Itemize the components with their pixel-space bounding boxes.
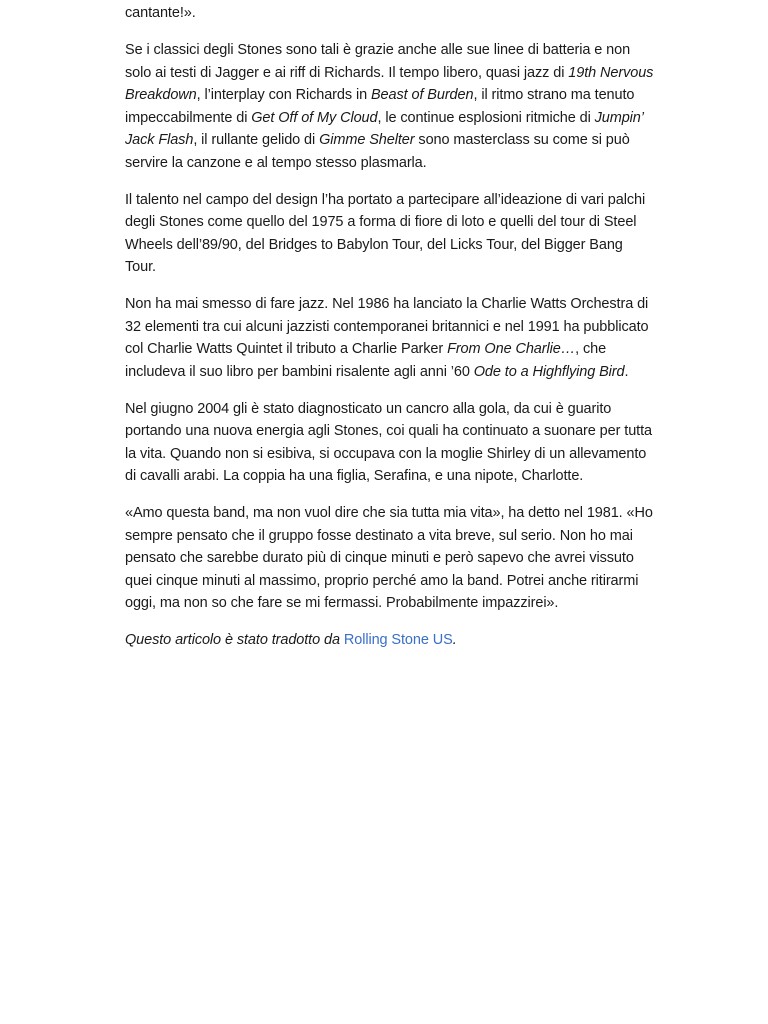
paragraph-jazz: [125, 293, 655, 383]
paragraph-quote-end: [125, 2, 655, 25]
paragraph-text: , che includeva il suo libro per bambini risalente agli anni ’60: [125, 341, 607, 380]
rolling-stone-us-link[interactable]: Rolling Stone US: [343, 632, 453, 648]
paragraph-illness: [125, 398, 655, 488]
paragraph-design: [125, 189, 655, 279]
paragraph-text: cantante!».: [125, 5, 196, 21]
paragraph-text: Nel giugno 2004 gli è stato diagnosticato un cancro alla gola, da cui è guarito portando una nuova energia agli Stones, coi quali ha continuato a suonare per tutta la vita. Quando non si esibiva, si occupava con la moglie Shirley di un allevamento di cavalli arabi. La coppia ha una figlia, Serafina, e una nipote, Charlotte.: [125, 400, 652, 484]
translation-credit: [125, 629, 655, 652]
paragraph-text: , il rullante gelido di: [193, 132, 320, 148]
paragraph-quote-1981: [125, 502, 655, 615]
paragraph-text: , le continue esplosioni ritmiche di: [377, 109, 595, 126]
song-title: Gimme Shelter: [319, 132, 415, 148]
paragraph-text: Il talento nel campo del design l’ha portato a partecipare all’ideazione di vari palchi degli Stones come quello del 1975 a forma di fiore di loto e quelli del tour di Steel Wheels dell’89/90, del Bridges to Babylon Tour, del Licks Tour, del Bigger Bang Tour.: [125, 191, 646, 275]
song-title: Beast of Burden: [370, 87, 474, 103]
song-title: Jumpin’ Jack Flash: [125, 109, 644, 148]
paragraph-text: , il ritmo strano ma tenuto impeccabilmente di: [125, 87, 635, 126]
paragraph-text: .: [624, 363, 629, 380]
album-title: From One Charlie…: [447, 341, 576, 357]
paragraph-text: , l’interplay con Richards in: [196, 87, 371, 103]
song-title: Get Off of My Cloud: [251, 109, 378, 126]
paragraph-drumming: [125, 39, 655, 174]
song-title: 19th Nervous Breakdown: [125, 64, 654, 103]
book-title: Ode to a Highflying Bird: [473, 363, 625, 380]
article-body: [125, 0, 655, 666]
paragraph-text: sono masterclass su come si può servire la canzone e al tempo stesso plasmarla.: [125, 132, 630, 171]
paragraph-text: Non ha mai smesso di fare jazz. Nel 1986 ha lanciato la Charlie Watts Orchestra di 32 elementi tra cui alcuni jazzisti contemporanei britannici e nel 1991 ha pubblicato col Charlie Watts Quintet il tributo a Charlie Parker: [125, 296, 649, 357]
credit-suffix: .: [452, 632, 457, 648]
paragraph-text: Se i classici degli Stones sono tali è grazie anche alle sue linee di batteria e non solo ai testi di Jagger e ai riff di Richards. Il tempo libero, quasi jazz di: [125, 42, 631, 81]
paragraph-text: «Amo questa band, ma non vuol dire che sia tutta mia vita», ha detto nel 1981. «Ho sempre pensato che il gruppo fosse destinato a vita breve, sul serio. Non ho mai pensato che sarebbe durato più di cinque minuti e però sapevo che avrei vissuto quei cinque minuti al massimo, proprio perché amo la band. Potrei anche ritirarmi oggi, ma non so che fare se mi fermassi. Probabilmente impazzirei».: [125, 505, 653, 611]
credit-prefix: Questo articolo è stato tradotto da: [125, 632, 344, 648]
